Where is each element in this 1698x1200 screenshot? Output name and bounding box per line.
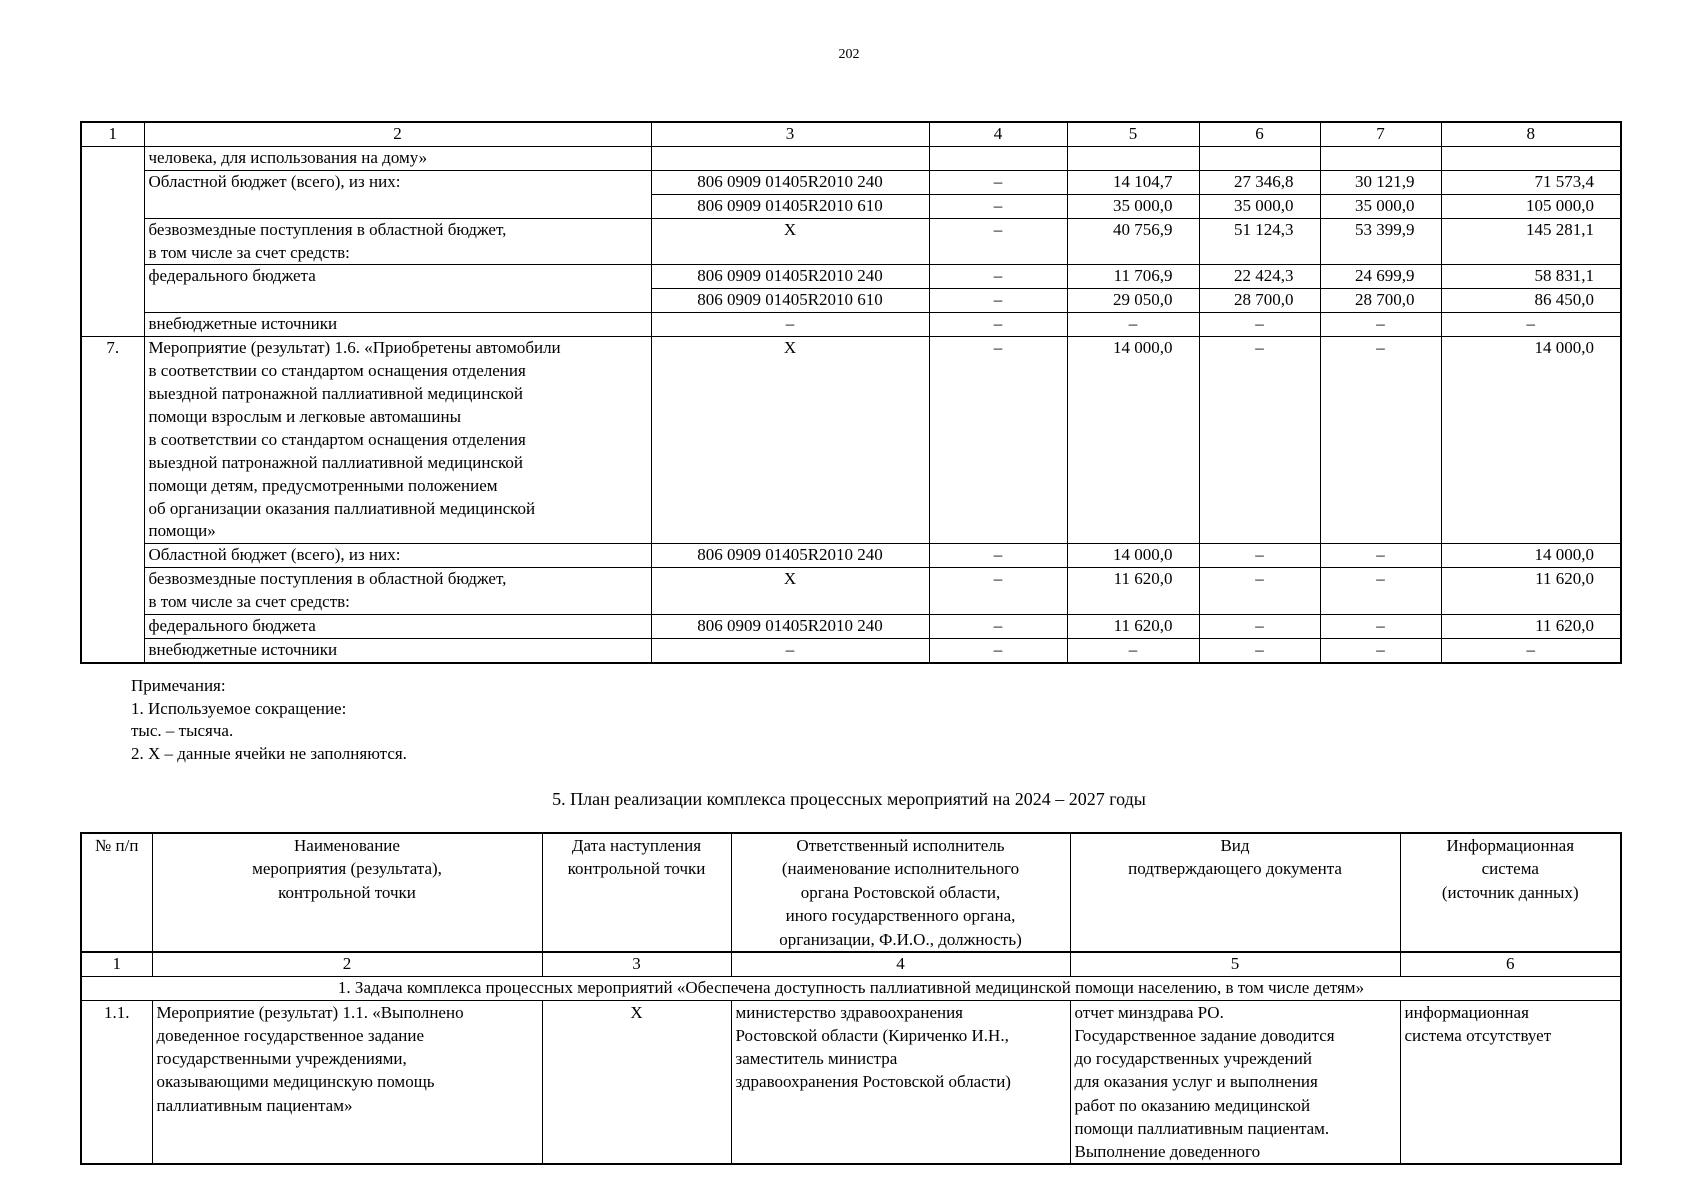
table-row	[81, 337, 1621, 544]
value-col-8: 58 831,1	[1441, 265, 1621, 289]
header-cell: Вид подтверждающего документа	[1070, 833, 1400, 952]
value-col-8: –	[1441, 313, 1621, 337]
budget-code: X	[651, 337, 929, 544]
value-col-7: 24 699,9	[1320, 265, 1441, 289]
task-title: 1. Задача комплекса процессных мероприятий «Обеспечена доступность паллиативной медицинской помощи населению, в том числе детям»	[81, 976, 1621, 1000]
value-col-5: 40 756,9	[1067, 218, 1199, 265]
value-col-4: –	[929, 544, 1067, 568]
value-col-6: 22 424,3	[1199, 265, 1320, 289]
budget-code: X	[651, 568, 929, 615]
budget-code: 806 0909 01405R2010 610	[651, 289, 929, 313]
value-col-8: 14 000,0	[1441, 337, 1621, 544]
value-col-5: 14 000,0	[1067, 337, 1199, 544]
value-col-6: 35 000,0	[1199, 194, 1320, 218]
budget-code: 806 0909 01405R2010 610	[651, 194, 929, 218]
row-description	[144, 289, 651, 313]
value-col-8: 71 573,4	[1441, 170, 1621, 194]
table-header-row	[81, 833, 1621, 952]
table-row	[81, 568, 1621, 615]
value-col-7: –	[1320, 638, 1441, 662]
row-description: Областной бюджет (всего), из них:	[144, 544, 651, 568]
notes-title: Примечания:	[131, 676, 226, 695]
value-col-4: –	[929, 638, 1067, 662]
notes-line: 2. X – данные ячейки не заполняются.	[131, 743, 407, 763]
header-cell: № п/п	[81, 833, 152, 952]
row-description: человека, для использования на дому»	[144, 146, 651, 170]
value-col-6: –	[1199, 313, 1320, 337]
table-row	[81, 313, 1621, 337]
table-row	[81, 289, 1621, 313]
table-row	[81, 218, 1621, 265]
budget-code: 806 0909 01405R2010 240	[651, 265, 929, 289]
value-col-6: –	[1199, 568, 1320, 615]
responsible-executor: министерство здравоохранения Ростовской области (Кириченко И.Н., заместитель министра здравоохранения Ростовской области)	[731, 1000, 1070, 1164]
value-col-6	[1199, 146, 1320, 170]
column-number: 5	[1070, 952, 1400, 976]
funding-table	[80, 121, 1622, 664]
value-col-5: 11 706,9	[1067, 265, 1199, 289]
value-col-4: –	[929, 170, 1067, 194]
value-col-5: 14 000,0	[1067, 544, 1199, 568]
budget-code: 806 0909 01405R2010 240	[651, 170, 929, 194]
value-col-5: 29 050,0	[1067, 289, 1199, 313]
row-description: федерального бюджета	[144, 265, 651, 289]
value-col-7: 30 121,9	[1320, 170, 1441, 194]
value-col-4: –	[929, 313, 1067, 337]
table-row	[81, 170, 1621, 194]
value-col-4: –	[929, 615, 1067, 639]
information-system: информационная система отсутствует	[1400, 1000, 1621, 1164]
header-cell: Ответственный исполнитель (наименование исполнительного органа Ростовской области, иного государственного органа, организации, Ф.И.О., должность)	[731, 833, 1070, 952]
value-col-5: –	[1067, 313, 1199, 337]
header-cell: 8	[1441, 122, 1621, 146]
row-description: безвозмездные поступления в областной бюджет, в том числе за счет средств:	[144, 568, 651, 615]
header-cell: 5	[1067, 122, 1199, 146]
notes-line: 1. Используемое сокращение:	[131, 698, 347, 718]
header-cell: 2	[144, 122, 651, 146]
value-col-6: –	[1199, 615, 1320, 639]
value-col-8: 145 281,1	[1441, 218, 1621, 265]
value-col-7: –	[1320, 313, 1441, 337]
value-col-6: 28 700,0	[1199, 289, 1320, 313]
value-col-4	[929, 146, 1067, 170]
header-cell: Информационная система (источник данных)	[1400, 833, 1621, 952]
value-col-7: 28 700,0	[1320, 289, 1441, 313]
value-col-8: –	[1441, 638, 1621, 662]
notes-block	[131, 675, 407, 765]
page-number: 202	[838, 47, 860, 62]
column-number: 3	[542, 952, 731, 976]
header-cell: 3	[651, 122, 929, 146]
row-number	[81, 146, 144, 336]
notes-line: тыс. – тысяча.	[131, 721, 234, 740]
value-col-6: –	[1199, 544, 1320, 568]
table-row	[81, 615, 1621, 639]
budget-code: –	[651, 313, 929, 337]
column-number: 1	[81, 952, 152, 976]
value-col-8: 86 450,0	[1441, 289, 1621, 313]
value-col-7: –	[1320, 615, 1441, 639]
control-date: X	[542, 1000, 731, 1164]
value-col-5: 11 620,0	[1067, 615, 1199, 639]
header-cell: 7	[1320, 122, 1441, 146]
row-number: 7.	[81, 337, 144, 663]
value-col-5	[1067, 146, 1199, 170]
column-number: 2	[152, 952, 542, 976]
value-col-4: –	[929, 194, 1067, 218]
row-description: Областной бюджет (всего), из них:	[144, 170, 651, 194]
header-cell: 6	[1199, 122, 1320, 146]
task-row	[81, 976, 1621, 1000]
value-col-8: 105 000,0	[1441, 194, 1621, 218]
row-description: внебюджетные источники	[144, 638, 651, 662]
table-row	[81, 265, 1621, 289]
value-col-8	[1441, 146, 1621, 170]
value-col-6: 27 346,8	[1199, 170, 1320, 194]
table-row	[81, 146, 1621, 170]
row-description	[144, 194, 651, 218]
value-col-8: 14 000,0	[1441, 544, 1621, 568]
row-description: внебюджетные источники	[144, 313, 651, 337]
value-col-4: –	[929, 265, 1067, 289]
header-cell: 1	[81, 122, 144, 146]
value-col-5: 14 104,7	[1067, 170, 1199, 194]
value-col-4: –	[929, 337, 1067, 544]
budget-code: –	[651, 638, 929, 662]
column-number: 4	[731, 952, 1070, 976]
budget-code: 806 0909 01405R2010 240	[651, 615, 929, 639]
header-cell: Дата наступления контрольной точки	[542, 833, 731, 952]
value-col-4: –	[929, 568, 1067, 615]
section-title: 5. План реализации комплекса процессных мероприятий на 2024 – 2027 годы	[552, 789, 1146, 809]
row-description: Мероприятие (результат) 1.6. «Приобретены автомобили в соответствии со стандартом оснащения отделения выездной патронажной паллиативной медицинской помощи взрослым и легковые автомашины в соответствии со стандартом оснащения отделения выездной патронажной паллиативной медицинской помощи детям, предусмотренными положением об организации оказания паллиативной медицинской помощи»	[144, 337, 651, 544]
value-col-7: 53 399,9	[1320, 218, 1441, 265]
budget-code	[651, 146, 929, 170]
table-header-row	[81, 122, 1621, 146]
table-row	[81, 194, 1621, 218]
confirming-document: отчет минздрава РО. Государственное задание доводится до государственных учреждений для оказания услуг и выполнения работ по оказанию медицинской помощи паллиативным пациентам. Выполнение доведенного	[1070, 1000, 1400, 1164]
value-col-6: –	[1199, 337, 1320, 544]
value-col-8: 11 620,0	[1441, 568, 1621, 615]
header-cell: 4	[929, 122, 1067, 146]
table-row	[81, 1000, 1621, 1164]
value-col-5: –	[1067, 638, 1199, 662]
value-col-6: –	[1199, 638, 1320, 662]
value-col-5: 11 620,0	[1067, 568, 1199, 615]
row-number: 1.1.	[81, 1000, 152, 1164]
table-row	[81, 544, 1621, 568]
value-col-8: 11 620,0	[1441, 615, 1621, 639]
budget-code: X	[651, 218, 929, 265]
value-col-6: 51 124,3	[1199, 218, 1320, 265]
row-description: федерального бюджета	[144, 615, 651, 639]
value-col-5: 35 000,0	[1067, 194, 1199, 218]
value-col-7	[1320, 146, 1441, 170]
value-col-4: –	[929, 218, 1067, 265]
plan-table	[80, 832, 1622, 1165]
header-cell: Наименование мероприятия (результата), контрольной точки	[152, 833, 542, 952]
value-col-7: –	[1320, 568, 1441, 615]
value-col-7: –	[1320, 544, 1441, 568]
value-col-7: 35 000,0	[1320, 194, 1441, 218]
value-col-4: –	[929, 289, 1067, 313]
row-description: безвозмездные поступления в областной бюджет, в том числе за счет средств:	[144, 218, 651, 265]
activity-name: Мероприятие (результат) 1.1. «Выполнено доведенное государственное задание государственными учреждениями, оказывающими медицинскую помощь паллиативным пациентам»	[152, 1000, 542, 1164]
budget-code: 806 0909 01405R2010 240	[651, 544, 929, 568]
column-number-row	[81, 952, 1621, 976]
value-col-7: –	[1320, 337, 1441, 544]
column-number: 6	[1400, 952, 1621, 976]
table-row	[81, 638, 1621, 662]
